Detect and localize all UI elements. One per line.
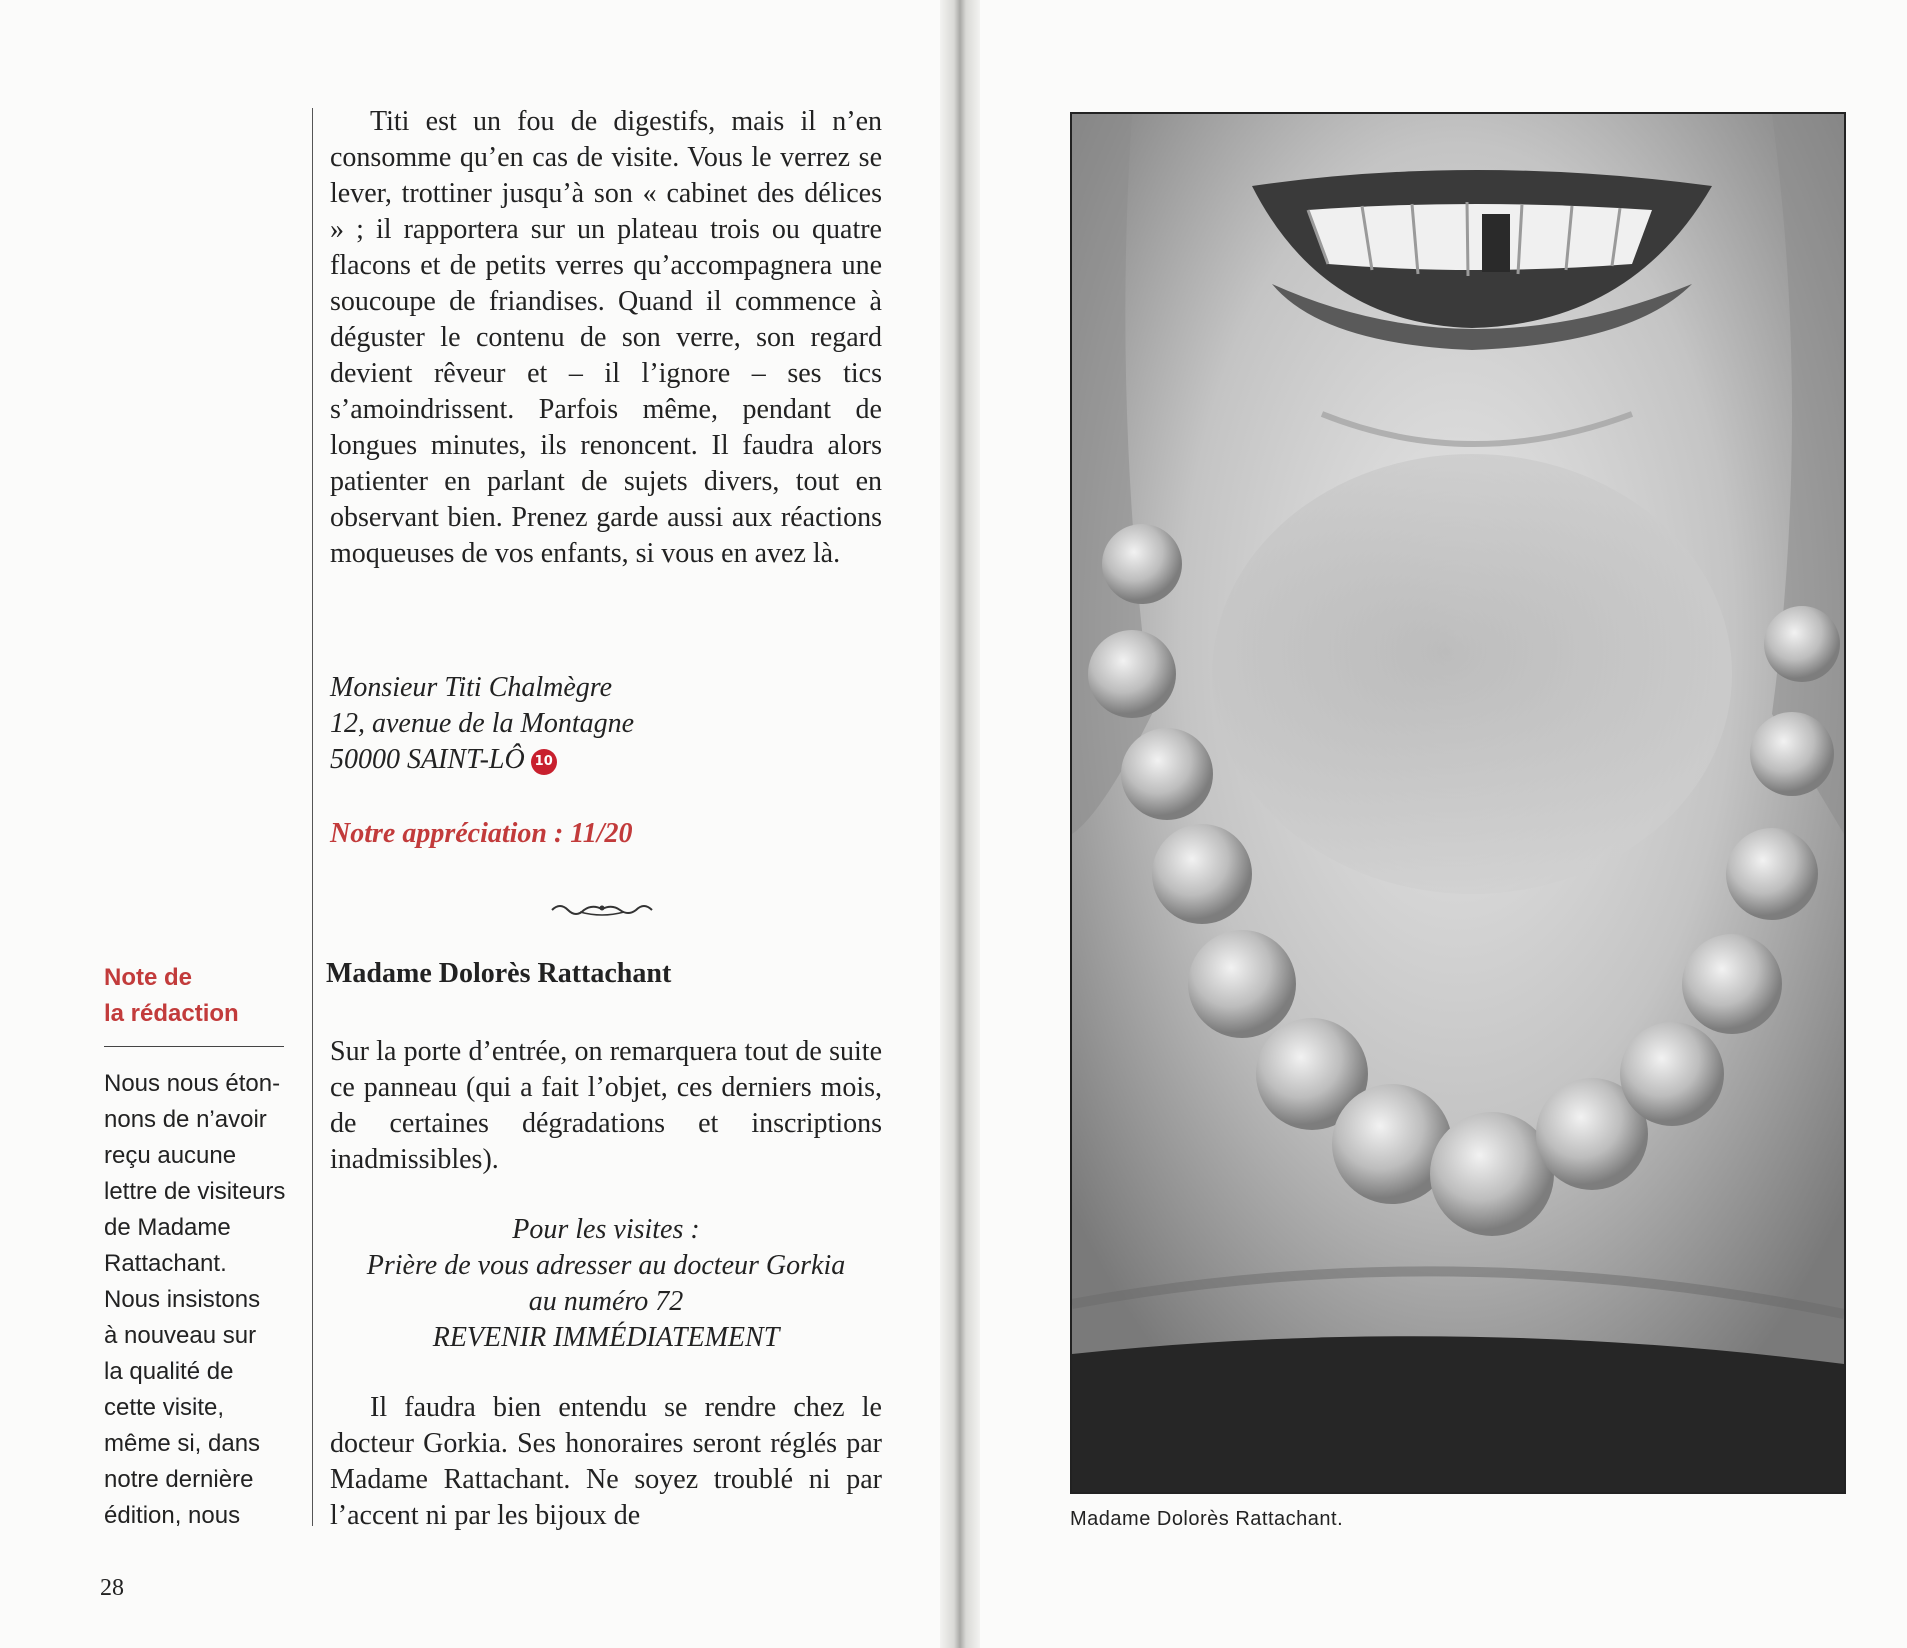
rating: Notre appréciation : 11/20 <box>330 818 633 849</box>
photo-caption: Madame Dolorès Rattachant. <box>1070 1508 1344 1530</box>
sidebar-note-text <box>104 1066 294 1534</box>
notice-line-1: Pour les visites : <box>512 1214 700 1245</box>
paragraph-door-sign: Sur la porte d’entrée, on remarquera tout de suite ce panneau (qui a fait l’objet, ces derniers mois, de certaines dégradations et inscriptions inadmissibles). <box>330 1036 882 1175</box>
photo-frame <box>1070 112 1846 1494</box>
address-name: Monsieur Titi Chalmègre <box>330 672 613 703</box>
sidebar-note-title-line-1: Note de <box>104 964 193 991</box>
notice-line-2: Prière de vous adresser au docteur Gorkia <box>366 1250 846 1281</box>
notice-line-4: REVENIR IMMÉDIATEMENT <box>432 1322 780 1353</box>
sidebar-note-title <box>104 960 239 1032</box>
sidebar-note-line: même si, dans <box>104 1430 261 1457</box>
address-city-line <box>330 742 850 778</box>
paragraph-doctor: Il faudra bien entendu se rendre chez le docteur Gorkia. Ses honoraires seront réglés par Madame Rattachant. Ne soyez troublé ni par l’accent ni par les bijoux de <box>330 1392 882 1531</box>
sidebar-note-title-line-2: la rédaction <box>104 1000 239 1027</box>
sidebar-note-line: cette visite, <box>104 1394 225 1421</box>
sidebar-note-line: Rattachant. <box>104 1250 227 1277</box>
door-notice <box>330 1212 882 1356</box>
book-gutter <box>940 0 980 1648</box>
notice-line-3: au numéro 72 <box>528 1286 684 1317</box>
sidebar-note-line: Nous nous éton- <box>104 1070 281 1097</box>
paragraph-titi: Titi est un fou de digestifs, mais il n’en consomme qu’en cas de visite. Vous le verrez se lever, trottiner jusqu’à son « cabinet des délices » ; il rapportera sur un plateau trois ou quatre flacons et de petits verres qu’accompagnera une soucoupe de friandises. Quand il commence à déguster le contenu de son verre, son regard devient rêveur et – il l’ignore – ses tics s’amoindrissent. Parfois même, pendant de longues minutes, ils renoncent. Il faudra alors patienter en parlant de sujets divers, tout en observant bien. Prenez garde aussi aux réactions moqueuses de vos enfants, si vous en avez là. <box>330 106 882 569</box>
portrait-photo <box>1072 114 1844 1492</box>
sidebar-note-line: de Madame <box>104 1214 231 1241</box>
sidebar-note-line: à nouveau sur <box>104 1322 257 1349</box>
address-city: 50000 SAINT-LÔ <box>330 744 525 775</box>
sidebar-note-line: Nous insistons <box>104 1286 261 1313</box>
sidebar-note-line: nons de n’avoir <box>104 1106 267 1133</box>
section-title: Madame Dolorès Rattachant <box>326 958 672 989</box>
ornament-divider-icon <box>550 900 654 918</box>
sidebar-note-line: édition, nous <box>104 1502 241 1529</box>
sidebar-note-line: notre dernière <box>104 1466 254 1493</box>
page-number: 28 <box>100 1575 124 1601</box>
sidebar-note-line: lettre de visiteurs <box>104 1178 286 1205</box>
address-block <box>330 670 850 778</box>
address-street: 12, avenue de la Montagne <box>330 708 635 739</box>
map-marker-badge: 10 <box>531 749 557 775</box>
column-divider <box>312 108 313 1526</box>
sidebar-note-divider <box>104 1046 284 1047</box>
sidebar-note-line: la qualité de <box>104 1358 234 1385</box>
sidebar-note-line: reçu aucune <box>104 1142 237 1169</box>
